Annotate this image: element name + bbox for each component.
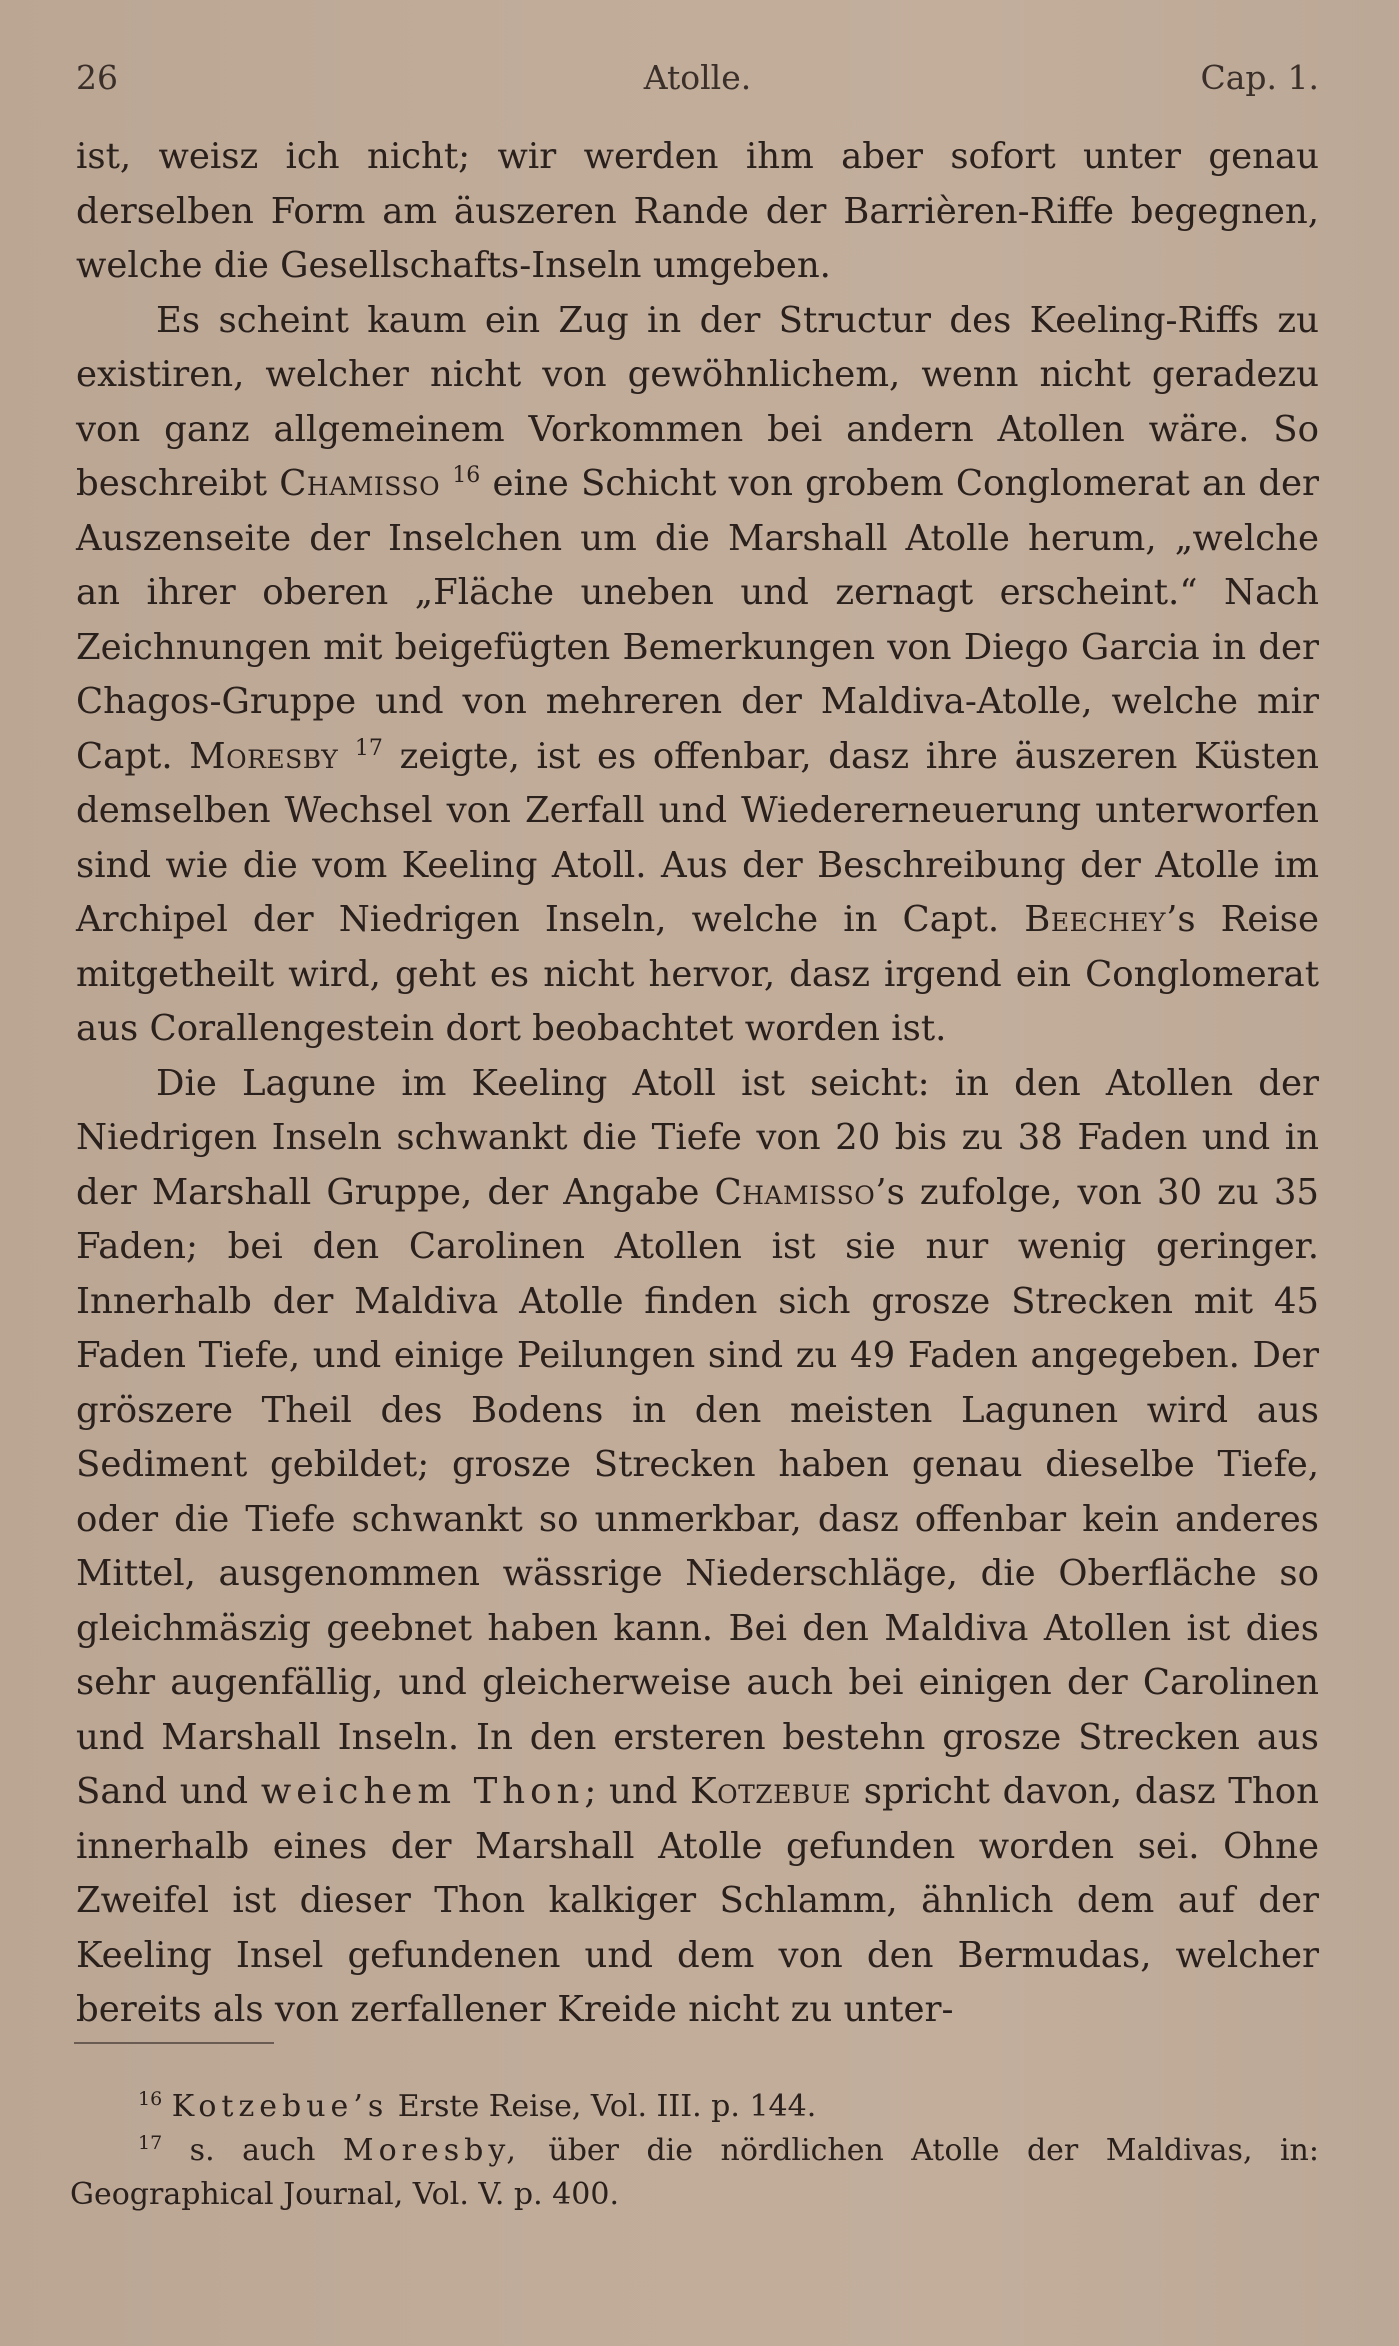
paragraph-3: Die Lagune im Keeling Atoll ist seicht: in den Atollen der Niedrigen Inseln schwankt die Tiefe von 20 bis zu 38 Faden und in der Marshall Gruppe, der Angabe Chamisso’s zufolge, von 30 zu 35 Faden; bei den Carolinen Atollen ist sie nur wenig geringer. Innerhalb der Maldiva Atolle finden sich grosze Strecken mit 45 Faden Tiefe, und einige Peilungen sind zu 49 Faden angegeben. Der gröszere Theil des Bodens in den meisten Lagunen wird aus Sediment gebildet; grosze Strecken haben genau dieselbe Tiefe, oder die Tiefe schwankt so unmerkbar, dasz offenbar kein anderes Mittel, ausgenommen wässrige Niederschläge, die Oberfläche so gleichmäszig geebnet haben kann. Bei den Maldiva Atollen ist dies sehr augenfällig, und gleicherweise auch bei einigen der Carolinen und Marshall Inseln. In den ersteren bestehn grosze Strecken aus Sand und weichem Thon; und Kotzebue spricht davon, dasz Thon innerhalb eines der Marshall Atolle gefunden worden sei. Ohne Zweifel ist dieser Thon kalkiger Schlamm, ähnlich dem auf der Keeling Insel gefundenen und dem von den Bermudas, welcher bereits als von zerfallener Kreide nicht zu unter- xyxy=(76,1062,1320,2030)
paragraph-2: Es scheint kaum ein Zug in der Structur des Keeling-Riffs zu existiren, welcher nicht von gewöhnlichem, wenn nicht geradezu von ganz allgemeinem Vorkommen bei andern Atollen wäre. So beschreibt Chamisso $^{16}$ eine Schicht von grobem Conglomerat an der Auszenseite der Inselchen um die Marshall Atolle herum, „welche an ihrer oberen „Fläche uneben und zernagt erscheint.“ Nach Zeichnungen mit beigefügten Bemerkungen von Diego Garcia in der Chagos-Gruppe und von mehreren der Maldiva-Atolle, welche mir Capt. Moresby $^{17}$ zeigte, ist es offenbar, dasz ihre äuszeren Küsten demselben Wechsel von Zerfall und Wiedererneuerung unterworfen sind wie die vom Keeling Atoll. Aus der Beschreibung der Atolle im Archipel der Niedrigen Inseln, welche in Capt. Beechey’s Reise mitgetheilt wird, geht es nicht hervor, dasz irgend ein Conglomerat aus Corallengestein dort beobachtet worden ist. xyxy=(76,299,1319,1049)
author-name: Chamisso xyxy=(279,463,441,504)
page-number: 26 xyxy=(76,58,118,97)
footnote-ref: 16 xyxy=(452,463,481,489)
author-name: Kotzebue xyxy=(690,1771,852,1812)
spaced-emphasis: weichem Thon xyxy=(260,1771,585,1812)
chapter-label: Cap. 1. xyxy=(1200,58,1319,97)
footnote-divider xyxy=(74,2042,274,2044)
footnote-ref: 17 xyxy=(354,735,383,761)
footnotes xyxy=(70,2085,1319,2217)
paragraph-1: ist, weisz ich nicht; wir werden ihm aber sofort unter genau derselben Form am äuszeren Rande der Barrièren-Riffe begegnen, welche die Gesellschafts-Inseln umgeben. xyxy=(76,136,1319,286)
footnote-16: $^{16}$ Kotzebue’s Erste Reise, Vol. III. p. 144. xyxy=(138,2088,817,2124)
author-name: Chamisso xyxy=(714,1171,876,1213)
footnote-17: $^{17}$ s. auch Moresby, über die nördlichen Atolle der Maldivas, in: Geographical Journal, Vol. V. p. 400. xyxy=(70,2132,1319,2212)
author-name: Moresby xyxy=(189,735,339,777)
running-title: Atolle. xyxy=(643,58,752,97)
author-name: Beechey xyxy=(1024,899,1167,940)
running-header xyxy=(76,58,1319,108)
main-text xyxy=(76,130,1319,2038)
